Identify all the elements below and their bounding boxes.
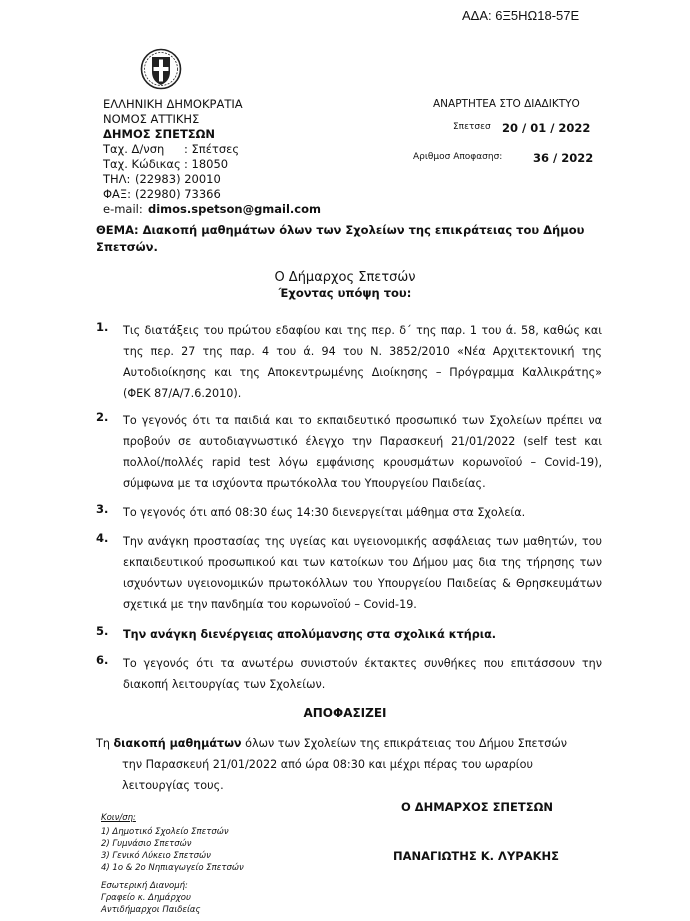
internal-distribution-label: Εσωτερική Διανομή: (101, 881, 188, 891)
recipient-item: 3) Γενικό Λύκειο Σπετσών (101, 851, 211, 861)
phone-label: ΤΗΛ: (103, 172, 131, 186)
header-republic: ΕΛΛΗΝΙΚΗ ΔΗΜΟΚΡΑΤΙΑ (103, 97, 243, 111)
decision-number: 36 / 2022 (533, 151, 594, 165)
header-municipality: ΔΗΜΟΣ ΣΠΕΤΣΩΝ (103, 127, 216, 141)
item-text: Την ανάγκη διενέργειας απολύμανσης στα σχολικά κτήρια. (123, 628, 497, 641)
subject (96, 222, 602, 256)
address-label: Ταχ. Δ/νση (103, 142, 165, 156)
decision-line1: όλων των Σχολείων της επικράτειας του Δήμου Σπετσών (245, 737, 567, 750)
item-number: 5. (96, 624, 109, 638)
internal-item: Αντιδήμαρχοι Παιδείας (101, 905, 201, 915)
subject-text: Διακοπή μαθημάτων όλων των Σχολείων της επικράτειας του Δήμου Σπετσών. (96, 223, 585, 254)
decision-line3: λειτουργίας τους. (122, 779, 224, 792)
decision-pre: Τη (96, 737, 110, 750)
coat-of-arms-emblem (140, 47, 182, 91)
item-number: 4. (96, 531, 109, 545)
decision-bold: διακοπή μαθημάτων (113, 737, 242, 750)
fax-label: ΦΑΞ: (103, 187, 132, 201)
email-value: dimos.spetson@gmail.com (148, 202, 322, 216)
postcode-value: : 18050 (184, 157, 229, 171)
item-text: Το γεγονός ότι τα παιδιά και το εκπαιδευτικό προσωπικό των Σχολείων πρέπει να προβούν σε αυτοδιαγνωστικό έλεγχο την Παρασκευή 21/01/2022 (self test και πολλοί/πολλές rapid test λόγω εμφάνισης κρουσμάτων κορωνοϊού – Covid-19), σύμφωνα με τα ισχύοντα πρωτόκολλα του Υπουργείου Παιδείας. (123, 414, 602, 490)
decision-number-label: Αριθμοσ Αποφασησ: (413, 152, 503, 162)
fax-value: (22980) 73366 (135, 187, 221, 201)
mayor-heading: Ο Δήμαρχος Σπετσών (274, 270, 416, 285)
subject-label: ΘΕΜΑ: (96, 223, 139, 237)
item-number: 1. (96, 320, 109, 334)
publish-note: ΑΝΑΡΤΗΤΕΑ ΣΤΟ ΔΙΑΔΙΚΤΥΟ (433, 98, 580, 110)
item-text: Το γεγονός ότι τα ανωτέρω συνιστούν έκτακτες συνθήκες που επιτάσσουν την διακοπή λειτουργίας των Σχολείων. (123, 657, 602, 691)
item-number: 2. (96, 410, 109, 424)
postcode-label: Ταχ. Κώδικας (103, 157, 181, 171)
header-prefecture: ΝΟΜΟΣ ΑΤΤΙΚΗΣ (103, 112, 200, 126)
document-date: 20 / 01 / 2022 (502, 121, 591, 135)
address-value: : Σπέτσες (184, 142, 240, 156)
recipient-item: 4) 1ο & 2ο Νηπιαγωγείο Σπετσών (101, 863, 244, 873)
item-text: Το γεγονός ότι από 08:30 έως 14:30 διενεργείται μάθημα στα Σχολεία. (123, 506, 526, 519)
item-text: Την ανάγκη προστασίας της υγείας και υγειονομικής ασφάλειας των μαθητών, του εκπαιδευτικού προσωπικού και των κατοίκων του Δήμου μας δια της τήρησης των ισχυόντων υγειονομικών πρωτοκόλλων του Υπουργείου Παιδείας & Θρησκευμάτων σχετικά με την πανδημία του κορωνοϊού – Covid-19. (123, 535, 602, 611)
considering-heading: Έχοντας υπόψη του: (278, 286, 412, 300)
phone-value: (22983) 20010 (135, 172, 221, 186)
decision-line2: την Παρασκευή 21/01/2022 από ώρα 08:30 και μέχρι πέρας του ωραρίου (122, 758, 533, 771)
item-text: Τις διατάξεις του πρώτου εδαφίου και της περ. δ΄ της παρ. 1 του ά. 58, καθώς και της περ. 27 της παρ. 4 του ά. 94 του Ν. 3852/2010 «Νέα Αρχιτεκτονική της Αυτοδιοίκησης και της Αποκεντρωμένης Διοίκησης – Πρόγραμμα Καλλικράτης» (ΦΕΚ 87/Α/7.6.2010). (123, 324, 602, 400)
place-label: Σπετσεσ (453, 122, 491, 132)
item-number: 3. (96, 502, 109, 516)
ada-code: ΑΔΑ: 6Ξ5ΗΩ18-57Ε (462, 8, 580, 23)
recipients-label: Κοιν/ση: (101, 813, 136, 823)
signature-title: Ο ΔΗΜΑΡΧΟΣ ΣΠΕΤΣΩΝ (401, 800, 554, 814)
decides-heading: ΑΠΟΦΑΣΙΖΕΙ (303, 706, 387, 720)
internal-item: Γραφείο κ. Δημάρχου (101, 893, 191, 903)
signature-name: ΠΑΝΑΓΙΩΤΗΣ Κ. ΛΥΡΑΚΗΣ (393, 849, 559, 863)
recipient-item: 2) Γυμνάσιο Σπετσών (101, 839, 192, 849)
email-label: e-mail: (103, 202, 143, 216)
recipient-item: 1) Δημοτικό Σχολείο Σπετσών (101, 827, 229, 837)
decision-text (96, 733, 602, 796)
item-number: 6. (96, 653, 109, 667)
